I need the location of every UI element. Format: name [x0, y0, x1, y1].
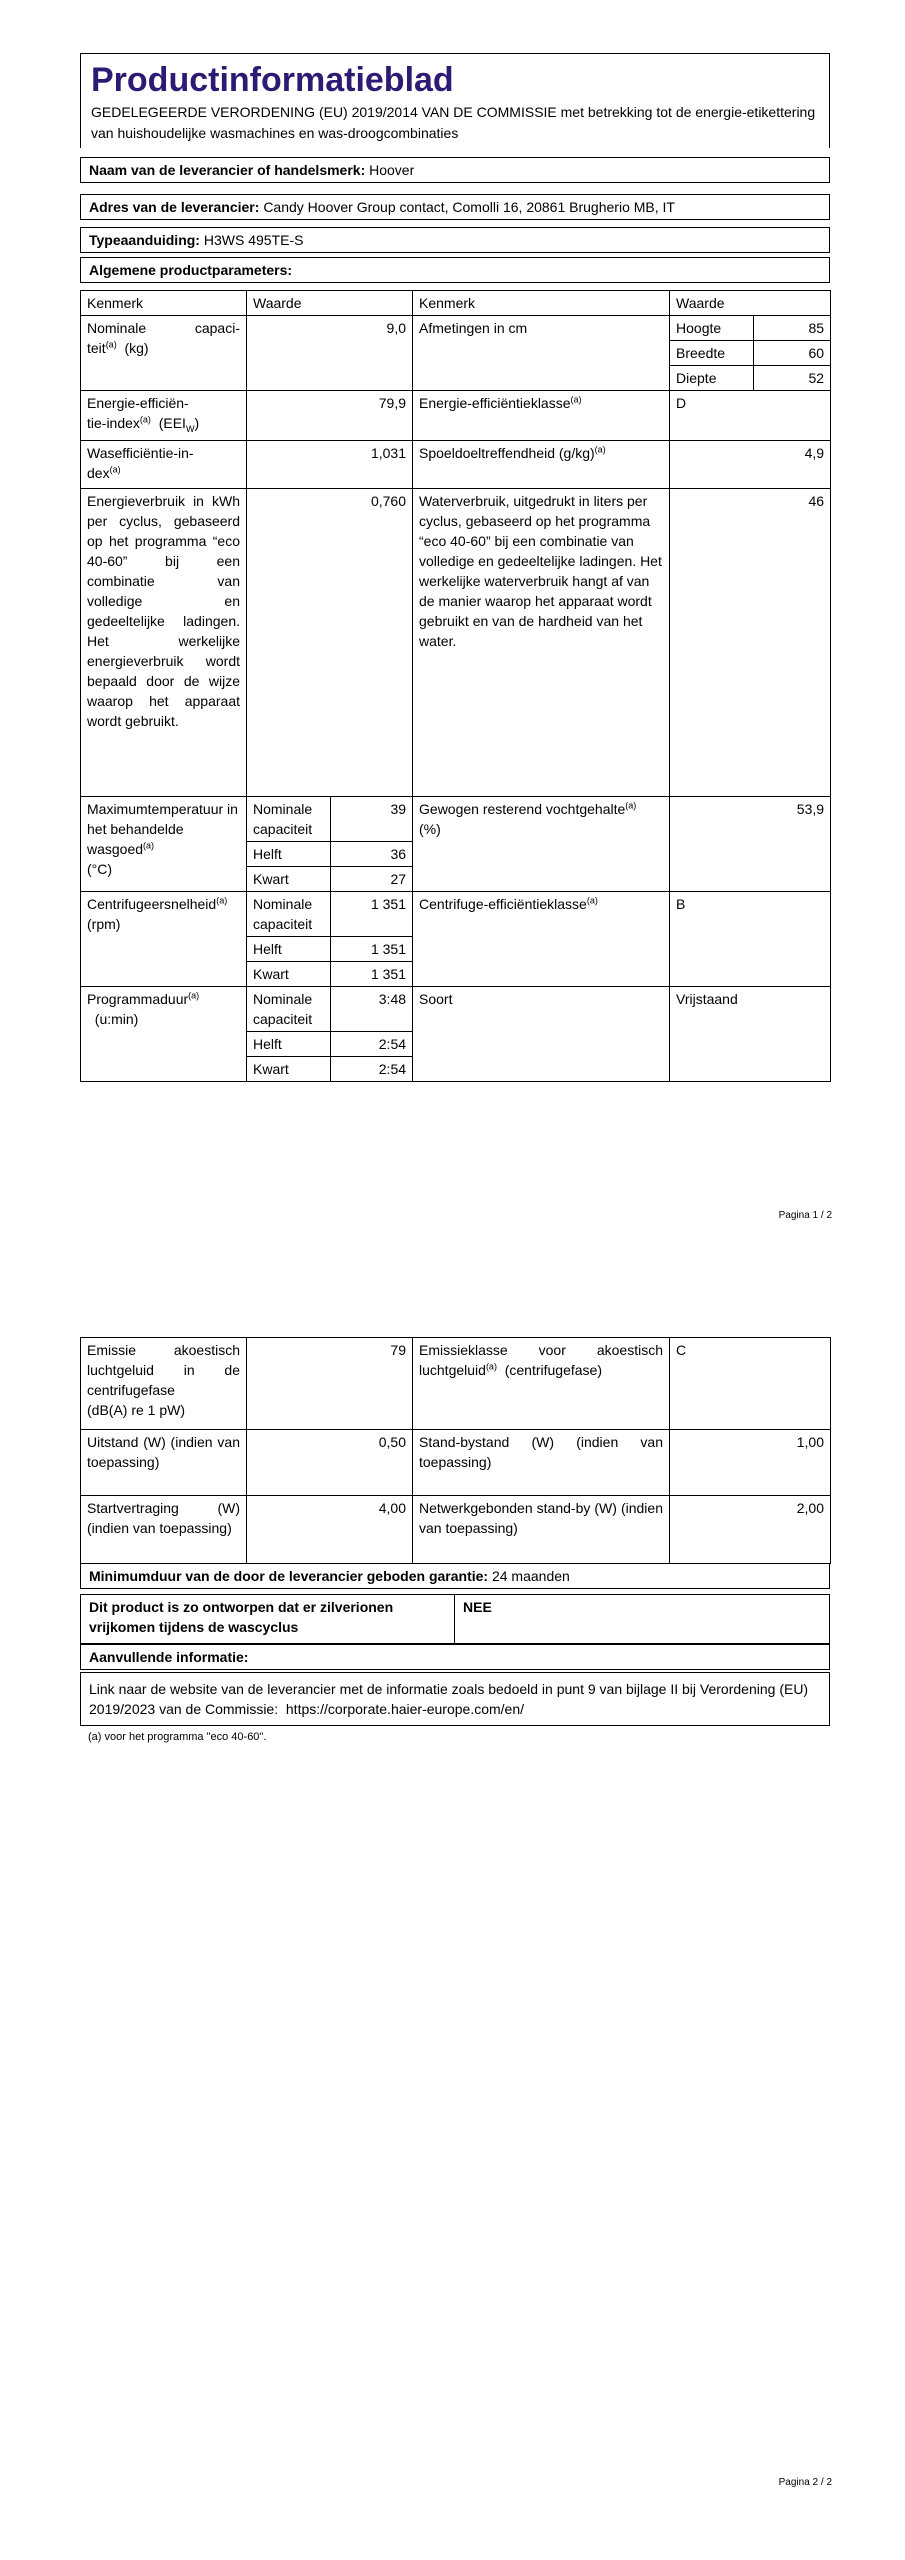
- width-label: Breedte: [670, 341, 754, 366]
- eei-label: Energie-efficiën- tie-index$^{(a)}$ $(EEI_W)$: [81, 391, 247, 441]
- delay-start-label: Startvertraging (W) (indien van toepassing): [81, 1496, 247, 1564]
- noise-value: 79: [247, 1338, 413, 1430]
- page-number: Pagina 2 / 2: [778, 2477, 832, 2488]
- height-label: Hoogte: [670, 316, 754, 341]
- spin-nominal-label: Nominale capaciteit: [247, 892, 331, 937]
- regulation-subtitle: GEDELEGEERDE VERORDENING (EU) 2019/2014 VAN DE COMMISSIE met betrekking tot de energie-etikettering van huishoudelijke wasmachines en was-droogcombinaties: [91, 104, 816, 141]
- header-kenmerk-2: Kenmerk: [413, 291, 670, 316]
- max-temp-half-label: Helft: [247, 842, 331, 867]
- depth-value: 52: [754, 366, 831, 391]
- additional-info-header: [80, 1644, 830, 1670]
- table-row: [81, 441, 831, 489]
- table-row: [81, 797, 831, 842]
- height-value: 85: [754, 316, 831, 341]
- table-row: [81, 892, 831, 937]
- off-mode-label: Uitstand (W) (indien van toepassing): [81, 1430, 247, 1496]
- silver-ions-label: Dit product is zo ontworpen dat er zilverionen vrijkomen tijdens de wascyclus: [81, 1595, 455, 1643]
- type-row: [80, 227, 830, 253]
- capacity-label: Nominale capaci- teit$^{(a)}$ (kg): [81, 316, 247, 391]
- wash-efficiency-value: 1,031: [247, 441, 413, 489]
- networked-standby-label: Netwerkgebonden stand-by (W) (indien van toepassing): [413, 1496, 670, 1564]
- dimensions-label: Afmetingen in cm: [413, 316, 670, 391]
- standby-value: 1,00: [670, 1430, 831, 1496]
- width-value: 60: [754, 341, 831, 366]
- warranty-value: 24 maanden: [491, 1568, 570, 1584]
- networked-standby-value: 2,00: [670, 1496, 831, 1564]
- address-value: Candy Hoover Group contact, Comolli 16, 20861 Brugherio MB, IT: [263, 199, 675, 215]
- table-row: [81, 987, 831, 1032]
- additional-info-body: [80, 1672, 830, 1726]
- silver-ions-row: [80, 1594, 830, 1644]
- address-label: Adres van de leverancier:: [89, 199, 260, 215]
- parameters-table-2: [80, 1337, 831, 1564]
- spin-half-label: Helft: [247, 937, 331, 962]
- noise-class-value: C: [670, 1338, 831, 1430]
- type-label: Typeaanduiding:: [89, 232, 200, 248]
- supplier-value: Hoover: [369, 162, 415, 178]
- delay-start-value: 4,00: [247, 1496, 413, 1564]
- noise-class-label: Emissieklasse voor akoestisch luchtgeluid$^{(a)}$ (centrifugefase): [413, 1338, 670, 1430]
- noise-label: Emissie akoestisch luchtgeluid in de centrifugefase (dB(A) re 1 pW): [81, 1338, 247, 1430]
- capacity-value: 9,0: [247, 316, 413, 391]
- additional-info-text: Link naar de website van de leverancier met de informatie zoals bedoeld in punt 9 van bijlage II bij Verordening (EU) 2019/2023 van de Commissie:: [89, 1681, 809, 1717]
- water-consumption-label: Waterverbruik, uitgedrukt in liters per cyclus, gebaseerd op het programma “eco 40-60” bij een combinatie van volledige en gedeeltelijke ladingen. Het werkelijke waterverbruik hangt af van de manier waarop het apparaat wordt gebruikt en van de hardheid van het water.: [413, 489, 670, 797]
- duration-half-label: Helft: [247, 1032, 331, 1057]
- table-row: [81, 1430, 831, 1496]
- max-temp-label: Maximumtemperatuur in het behandelde wasgoed$^{(a)}$ (°C): [81, 797, 247, 892]
- general-params-row: [80, 257, 830, 283]
- general-params-label: Algemene productparameters:: [89, 262, 293, 278]
- standby-label: Stand-bystand (W) (indien van toepassing): [413, 1430, 670, 1496]
- duration-half-value: 2:54: [331, 1032, 413, 1057]
- type-kind-label: Soort: [413, 987, 670, 1082]
- warranty-label: Minimumduur van de door de leverancier geboden garantie:: [89, 1568, 489, 1584]
- wash-efficiency-label: Wasefficiëntie-in- dex$^{(a)}$: [81, 441, 247, 489]
- supplier-label: Naam van de leverancier of handelsmerk:: [89, 162, 366, 178]
- max-temp-nominal-value: 39: [331, 797, 413, 842]
- table-row: [81, 1496, 831, 1564]
- rinse-value: 4,9: [670, 441, 831, 489]
- page-title: Productinformatieblad: [91, 61, 454, 99]
- spin-class-label: Centrifuge-efficiëntieklasse$^{(a)}$: [413, 892, 670, 987]
- spin-nominal-value: 1 351: [331, 892, 413, 937]
- table-row: [81, 1338, 831, 1430]
- address-row: [80, 194, 830, 220]
- eei-value: 79,9: [247, 391, 413, 441]
- silver-ions-value: NEE: [463, 1599, 492, 1615]
- off-mode-value: 0,50: [247, 1430, 413, 1496]
- spin-half-value: 1 351: [331, 937, 413, 962]
- rinse-label: Spoeldoeltreffendheid $(g/kg)^{(a)}$: [413, 441, 670, 489]
- max-temp-half-value: 36: [331, 842, 413, 867]
- header-box: [80, 53, 830, 148]
- duration-quarter-value: 2:54: [331, 1057, 413, 1082]
- duration-quarter-label: Kwart: [247, 1057, 331, 1082]
- energy-class-value: D: [670, 391, 831, 441]
- moisture-value: 53,9: [670, 797, 831, 892]
- duration-nominal-label: Nominale capaciteit: [247, 987, 331, 1032]
- max-temp-quarter-value: 27: [331, 867, 413, 892]
- energy-class-label: Energie-efficiëntieklasse$^{(a)}$: [413, 391, 670, 441]
- max-temp-nominal-label: Nominale capaciteit: [247, 797, 331, 842]
- supplier-website-link[interactable]: https://corporate.haier-europe.com/en/: [285, 1701, 525, 1717]
- energy-consumption-value: 0,760: [247, 489, 413, 797]
- type-value: H3WS 495TE-S: [203, 232, 304, 248]
- page-2: [0, 1280, 905, 2560]
- duration-nominal-value: 3:48: [331, 987, 413, 1032]
- parameters-table: [80, 290, 831, 1082]
- spin-class-value: B: [670, 892, 831, 987]
- page-number: Pagina 1 / 2: [778, 1210, 832, 1221]
- spin-quarter-label: Kwart: [247, 962, 331, 987]
- table-row: [81, 316, 831, 341]
- water-consumption-value: 46: [670, 489, 831, 797]
- footnote: (a) voor het programma "eco 40-60".: [88, 1731, 267, 1743]
- type-kind-value: Vrijstaand: [670, 987, 831, 1082]
- warranty-row: [80, 1563, 830, 1589]
- spin-label: Centrifugeersnelheid$^{(a)}$ (rpm): [81, 892, 247, 987]
- header-kenmerk: Kenmerk: [81, 291, 247, 316]
- header-waarde-2: Waarde: [670, 291, 831, 316]
- depth-label: Diepte: [670, 366, 754, 391]
- duration-label: Programmaduur$^{(a)}$ (u:min): [81, 987, 247, 1082]
- energy-consumption-label: Energieverbruik in kWh per cyclus, gebaseerd op het programma “eco 40-60” bij een combinatie van volledige en gedeeltelijke ladingen. Het werkelijke energieverbruik wordt bepaald door de wijze waarop het apparaat wordt gebruikt.: [81, 489, 247, 797]
- supplier-row: [80, 157, 830, 183]
- spin-quarter-value: 1 351: [331, 962, 413, 987]
- moisture-label: Gewogen resterend vochtgehalte$^{(a)}$ (%): [413, 797, 670, 892]
- header-waarde: Waarde: [247, 291, 413, 316]
- additional-info-label: Aanvullende informatie:: [89, 1649, 249, 1665]
- table-header-row: [81, 291, 831, 316]
- table-row: [81, 489, 831, 797]
- max-temp-quarter-label: Kwart: [247, 867, 331, 892]
- table-row: [81, 391, 831, 441]
